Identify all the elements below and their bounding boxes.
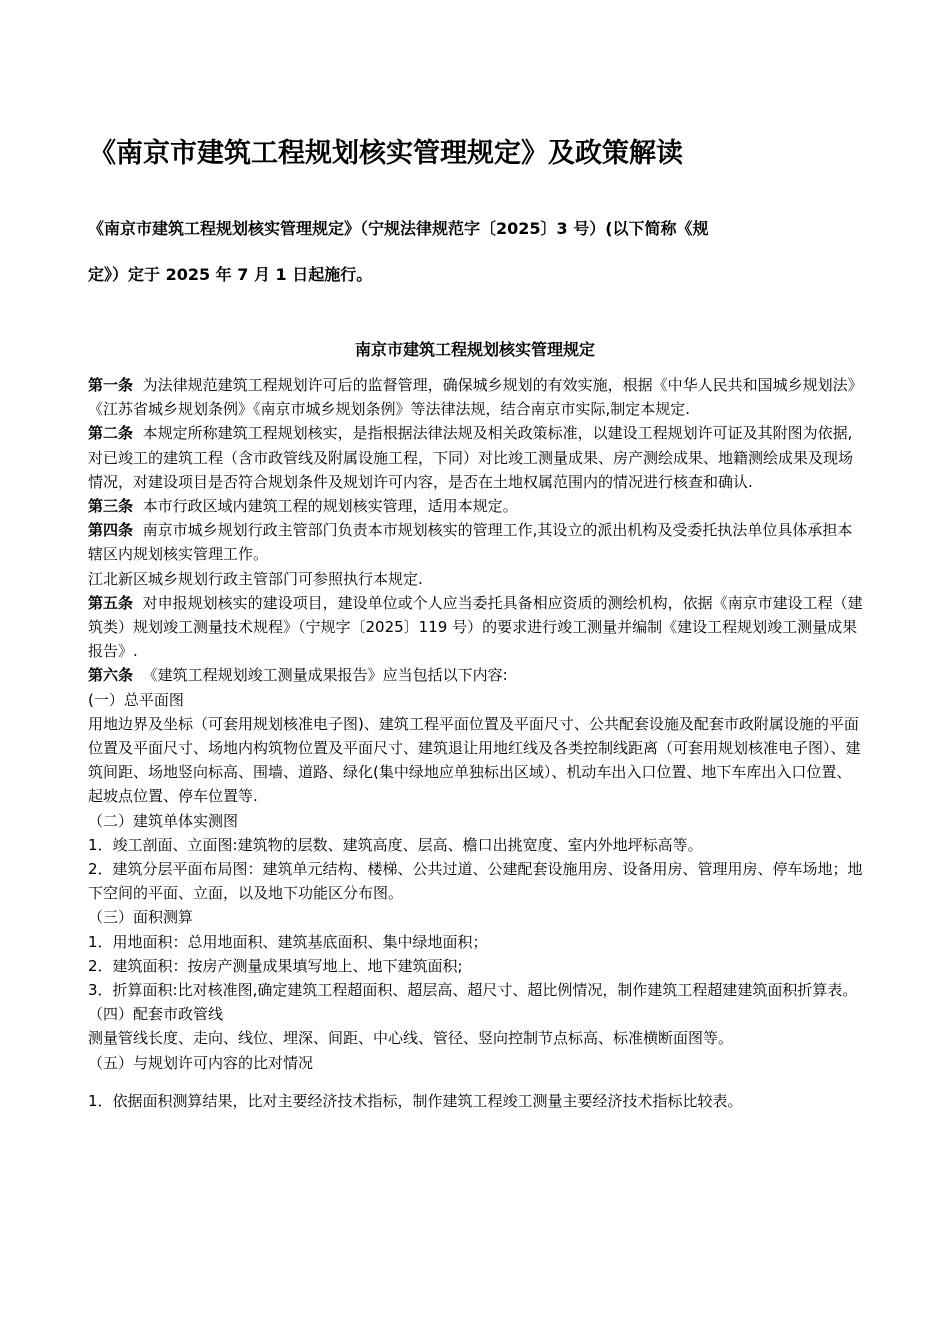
article-text: 南京市城乡规划行政主管部门负责本市规划核实的管理工作,其设立的派出机构及受委托执法单位具体承担本辖区内规划核实管理工作。 bbox=[88, 521, 853, 564]
section-4-text: 测量管线长度、走向、线位、埋深、间距、中心线、管径、竖向控制节点标高、标准横断面图等。 bbox=[88, 1029, 734, 1048]
page-title: 《南京市建筑工程规划核实管理规定》及政策解读 bbox=[89, 138, 683, 169]
article-label: 第一条 bbox=[88, 376, 134, 394]
article-6 bbox=[88, 663, 863, 687]
intro-line-1: 《南京市建筑工程规划核实管理规定》（宁规法律规范字〔2025〕3 号）(以下简称《规 bbox=[88, 219, 709, 238]
intro-paragraph bbox=[88, 206, 868, 298]
section-2-item: 2．建筑分层平面布局图：建筑单元结构、楼梯、公共过道、公建配套设施用房、设备用房、管理用房、停车场地；地下空间的平面、立面，以及地下功能区分布图。 bbox=[88, 860, 863, 903]
article-1 bbox=[88, 373, 863, 421]
article-text: 本规定所称建筑工程规划核实，是指根据法律法规及相关政策标准，以建设工程规划许可证及其附图为依据,对已竣工的建筑工程（含市政管线及附属设施工程，下同）对比竣工测量成果、房产测绘成果、地籍测绘成果及现场情况，对建设项目是否符合规划条件及规划许可内容，是否在土地权属范围内的情况进行核查和确认. bbox=[88, 424, 854, 491]
section-3-heading: （三）面积测算 bbox=[88, 908, 194, 927]
section-1-heading: (一）总平面图 bbox=[88, 690, 184, 709]
document-body bbox=[88, 373, 863, 1113]
article-text: 《建筑工程规划竣工测量成果报告》应当包括以下内容: bbox=[142, 666, 508, 685]
section-5-item: 1．依据面积测算结果，比对主要经济技术指标，制作建筑工程竣工测量主要经济技术指标比较表。 bbox=[88, 1091, 743, 1110]
article-label: 第六条 bbox=[88, 666, 134, 685]
intro-line-2: 定》）定于 2025 年 7 月 1 日起施行。 bbox=[88, 265, 373, 284]
section-2-heading: （二）建筑单体实测图 bbox=[88, 811, 239, 830]
article-4-extra: 江北新区城乡规划行政主管部门可参照执行本规定. bbox=[88, 569, 423, 588]
article-2 bbox=[88, 421, 863, 494]
article-text: 为法律规范建筑工程规划许可后的监督管理，确保城乡规划的有效实施，根据《中华人民共和国城乡规划法》《江苏省城乡规划条例》《南京市城乡规划条例》等法律法规，结合南京市实际,制定本规定. bbox=[88, 376, 863, 419]
article-label: 第五条 bbox=[88, 593, 134, 612]
article-label: 第二条 bbox=[88, 424, 134, 443]
section-1-text: 用地边界及坐标（可套用规划核准电子图)、建筑工程平面位置及平面尺寸、公共配套设施及配套市政附属设施的平面位置及平面尺寸、场地内构筑物位置及平面尺寸、建筑退让用地红线及各类控制线距离（可套用规划核准电子图）、建筑间距、场地竖向标高、围墙、道路、绿化(集中绿地应单独标出区域）、机动车出入口位置、地下车库出入口位置、起坡点位置、停车位置等. bbox=[88, 714, 861, 806]
article-text: 对申报规划核实的建设项目，建设单位或个人应当委托具备相应资质的测绘机构，依据《南京市建设工程（建筑类）规划竣工测量技术规程》（宁规字〔2025〕119 号）的要求进行竣工测量并编制《建设工程规划竣工测量成果报告》. bbox=[88, 593, 863, 661]
section-3-item: 3．折算面积:比对核准图,确定建筑工程超面积、超层高、超尺寸、超比例情况，制作建筑工程超建建筑面积折算表。 bbox=[88, 981, 858, 1000]
article-5 bbox=[88, 591, 863, 664]
article-text: 本市行政区域内建筑工程的规划核实管理，适用本规定。 bbox=[142, 497, 518, 516]
section-2-item: 1．竣工剖面、立面图:建筑物的层数、建筑高度、层高、檐口出挑宽度、室内外地坪标高等。 bbox=[88, 835, 703, 854]
article-label: 第三条 bbox=[88, 497, 134, 516]
section-4-heading: （四）配套市政管线 bbox=[88, 1005, 224, 1024]
article-label: 第四条 bbox=[88, 521, 134, 540]
section-3-item: 1．用地面积：总用地面积、建筑基底面积、集中绿地面积； bbox=[88, 932, 488, 951]
section-5-heading: （五）与规划许可内容的比对情况 bbox=[88, 1053, 314, 1072]
article-3 bbox=[88, 494, 863, 518]
article-4 bbox=[88, 518, 863, 566]
section-3-item: 2．建筑面积：按房产测量成果填写地上、地下建筑面积; bbox=[88, 956, 463, 975]
document-title: 南京市建筑工程规划核实管理规定 bbox=[354, 340, 595, 359]
